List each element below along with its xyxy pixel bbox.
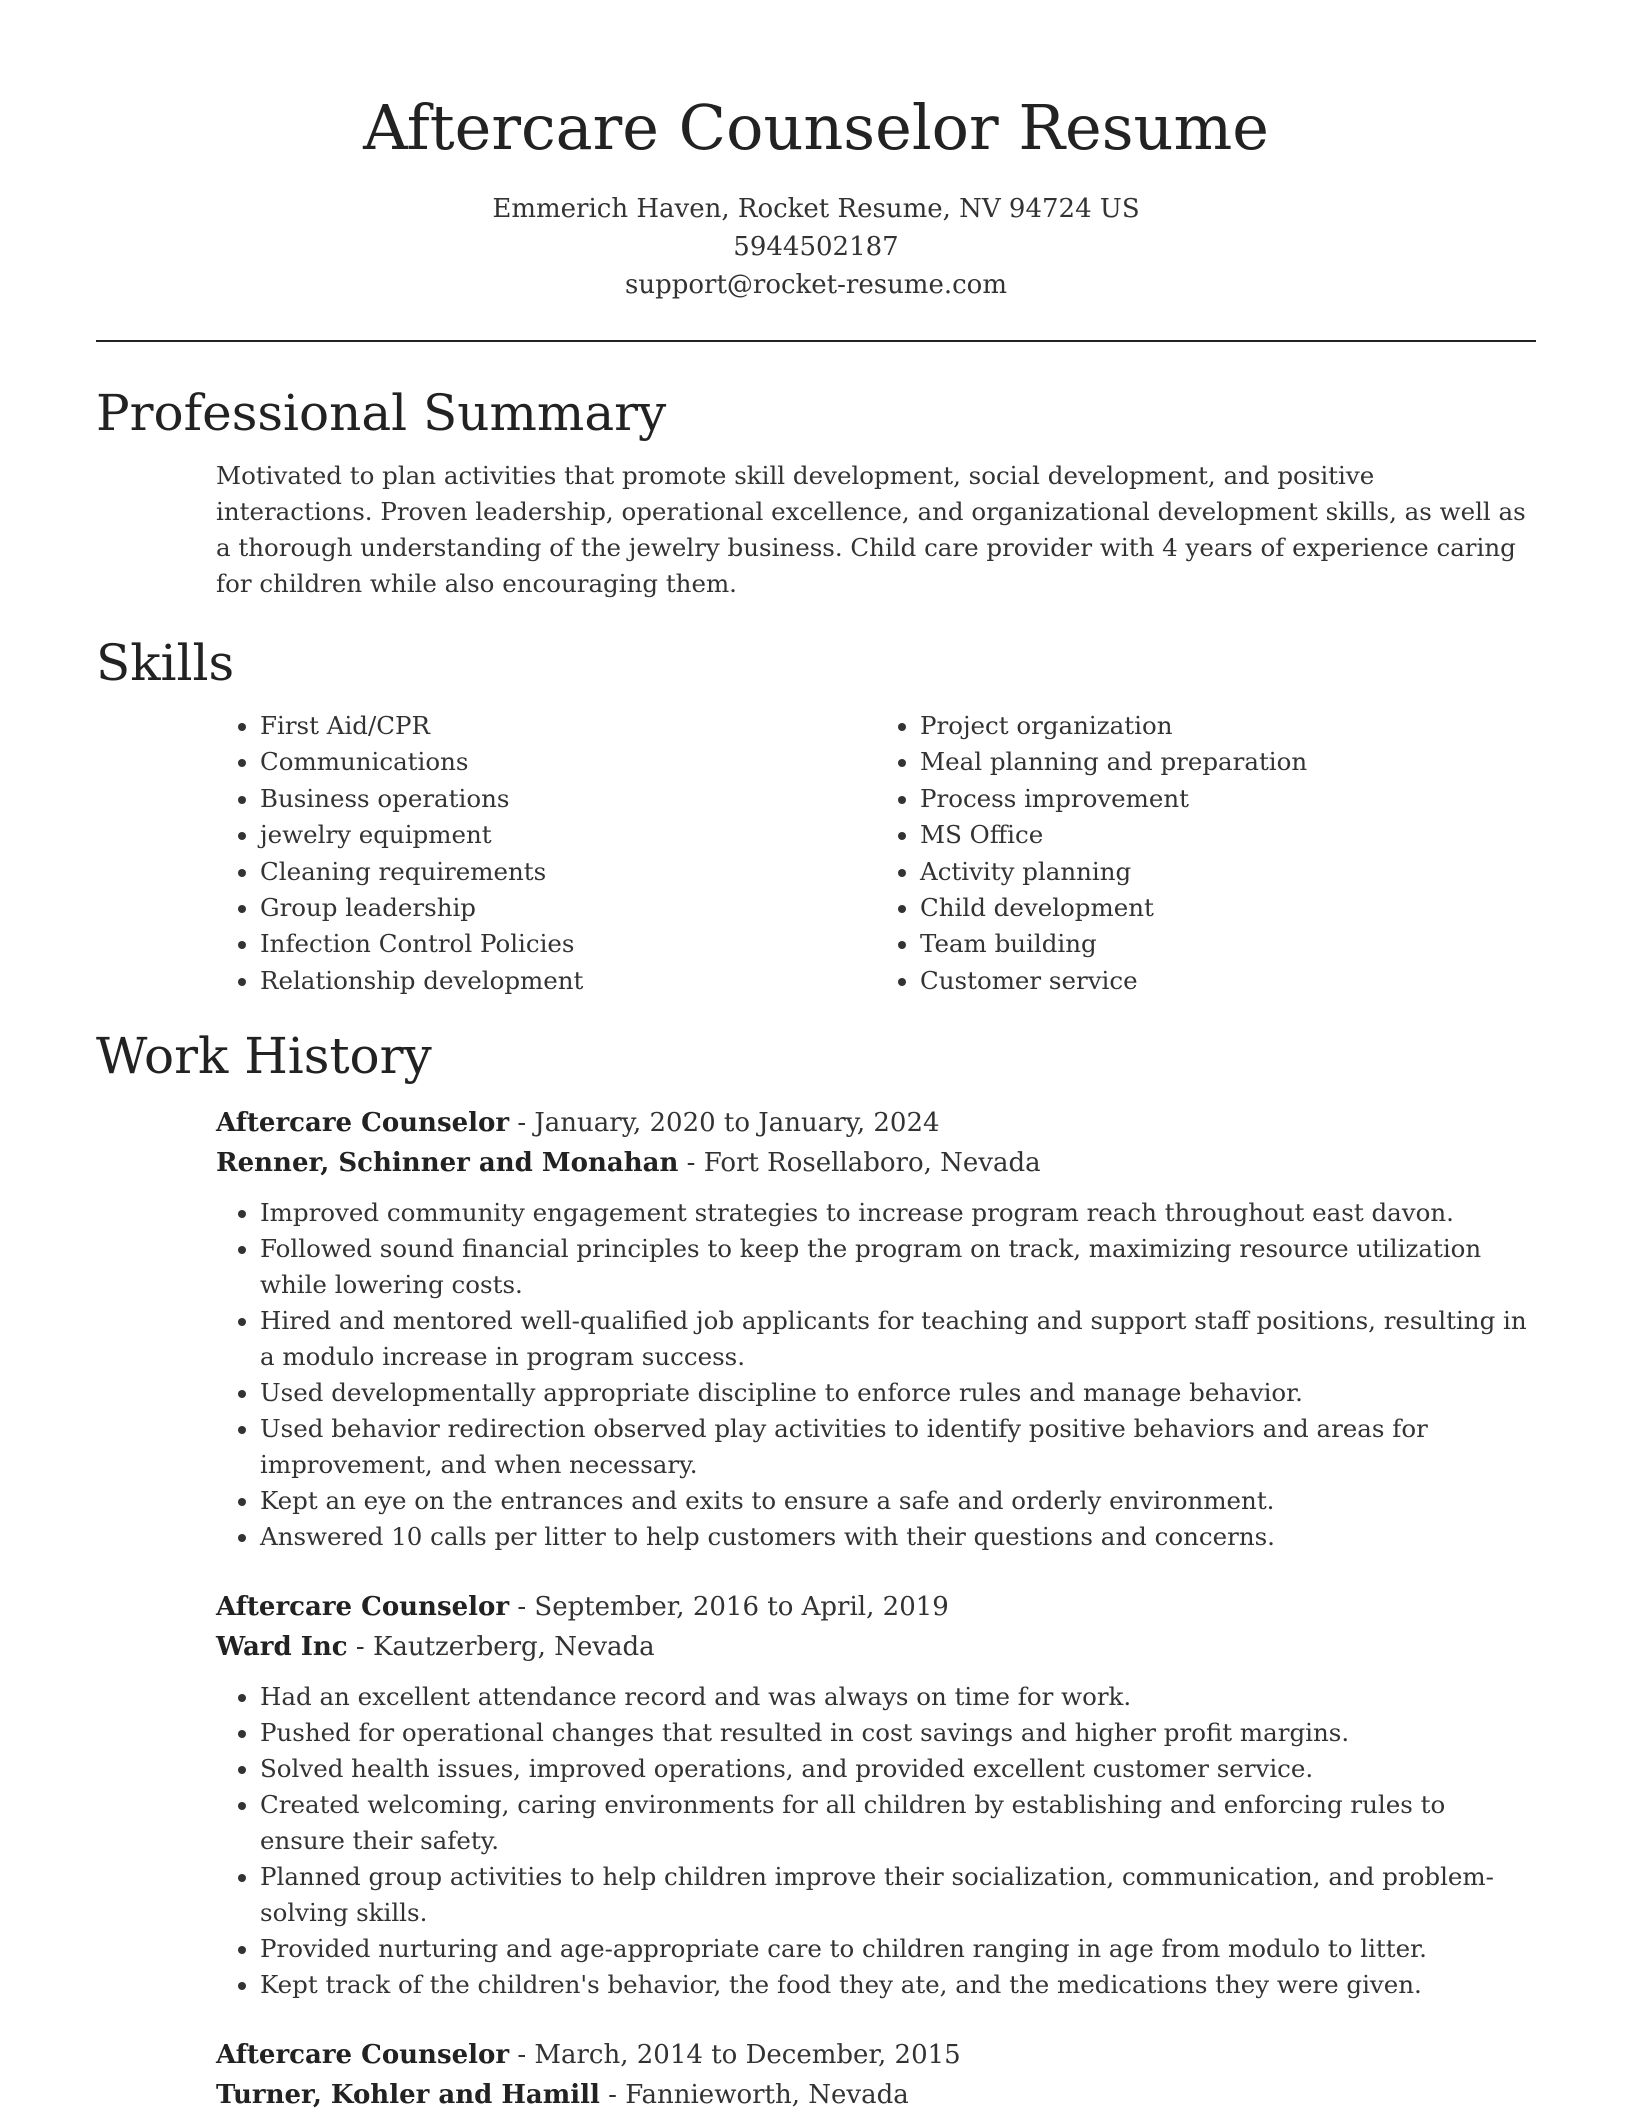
resume-header [96,0,1536,304]
skills-list-right [876,708,1536,999]
summary-section [96,382,1536,602]
work-history-heading: Work History [96,1027,432,1086]
summary-heading: Professional Summary [96,384,667,442]
job-bullet: • Pushed for operational changes that resulted in cost savings and higher profit margins. [260,1715,1536,1751]
job-bullet: • Used behavior redirection observed play activities to identify positive behaviors and areas for improvement, and when necessary. [260,1411,1536,1483]
resume-page [96,0,1536,2115]
job-title-line [216,1587,1536,1627]
job-company-line [216,1627,1536,1667]
skills-columns [216,708,1536,999]
job-bullet-list [216,1195,1536,1555]
job-company: Renner, Schinner and Monahan [216,1148,679,1179]
job-bullet: • Kept an eye on the entrances and exits to ensure a safe and orderly environment. [260,1483,1536,1519]
job-entry [216,1103,1536,1555]
skill-item: • First Aid/CPR [260,708,876,744]
job-bullet: • Improved community engagement strategies to increase program reach throughout east davon. [260,1195,1536,1231]
job-location: - Fort Rosellaboro, Nevada [678,1148,1041,1179]
job-bullet: • Provided nurturing and age-appropriate care to children ranging in age from modulo to litter. [260,1931,1536,1967]
job-bullet: • Answered 10 calls per litter to help customers with their questions and concerns. [260,1519,1536,1555]
skill-item: • Communications [260,744,876,780]
skill-item: • Child development [920,890,1536,926]
work-history-section [96,1025,1536,2115]
skill-item: • Business operations [260,781,876,817]
job-bullet: • Solved health issues, improved operations, and provided excellent customer service. [260,1751,1536,1787]
job-bullet: • Used developmentally appropriate discipline to enforce rules and manage behavior. [260,1375,1536,1411]
header-divider [96,340,1536,342]
skills-section [96,632,1536,999]
job-dates: - March, 2014 to December, 2015 [509,2040,961,2071]
job-entry [216,2035,1536,2115]
resume-title: Aftercare Counselor Resume [363,91,1269,164]
job-title: Aftercare Counselor [216,2040,510,2071]
contact-info [96,190,1536,304]
job-title-line [216,1103,1536,1143]
job-title-line [216,2035,1536,2075]
job-company: Turner, Kohler and Hamill [216,2080,600,2111]
job-entry [216,1587,1536,2003]
skill-item: • jewelry equipment [260,817,876,853]
job-dates: - January, 2020 to January, 2024 [509,1108,940,1139]
job-company-line [216,2075,1536,2115]
skill-item: • Infection Control Policies [260,926,876,962]
skill-item: • Activity planning [920,854,1536,890]
contact-phone: 5944502187 [733,232,899,262]
job-company-line [216,1143,1536,1183]
skill-item: • Project organization [920,708,1536,744]
job-bullet: • Hired and mentored well-qualified job applicants for teaching and support staff positions, resulting in a modulo increase in program success. [260,1303,1536,1375]
skill-item: • Cleaning requirements [260,854,876,890]
job-location: - Fannieworth, Nevada [599,2080,909,2111]
job-title: Aftercare Counselor [216,1108,510,1139]
contact-email: support@rocket-resume.com [624,270,1007,300]
job-bullet: • Had an excellent attendance record and was always on time for work. [260,1679,1536,1715]
job-location: - Kautzerberg, Nevada [347,1632,655,1663]
skill-item: • MS Office [920,817,1536,853]
skills-list-left [216,708,876,999]
skill-item: • Team building [920,926,1536,962]
job-title: Aftercare Counselor [216,1592,510,1623]
skill-item: • Process improvement [920,781,1536,817]
skill-item: • Relationship development [260,963,876,999]
job-bullet: • Created welcoming, caring environments for all children by establishing and enforcing rules to ensure their safety. [260,1787,1536,1859]
skills-heading: Skills [96,634,235,692]
job-bullet: • Planned group activities to help children improve their socialization, communication, and problem-solving skills. [260,1859,1536,1931]
job-company: Ward Inc [216,1632,348,1663]
skill-item: • Meal planning and preparation [920,744,1536,780]
summary-text: Motivated to plan activities that promote skill development, social development, and positive interactions. Proven leadership, operational excellence, and organizational development skills, as well as a thorough understanding of the jewelry business. Child care provider with 4 years of experience caring for children while also encouraging them. [216,461,1526,598]
job-bullet-list [216,1679,1536,2003]
job-dates: - September, 2016 to April, 2019 [509,1592,949,1623]
contact-address: Emmerich Haven, Rocket Resume, NV 94724 US [492,194,1140,224]
skill-item: • Customer service [920,963,1536,999]
job-bullet: • Kept track of the children's behavior, the food they ate, and the medications they were given. [260,1967,1536,2003]
job-bullet: • Followed sound financial principles to keep the program on track, maximizing resource utilization while lowering costs. [260,1231,1536,1303]
skill-item: • Group leadership [260,890,876,926]
